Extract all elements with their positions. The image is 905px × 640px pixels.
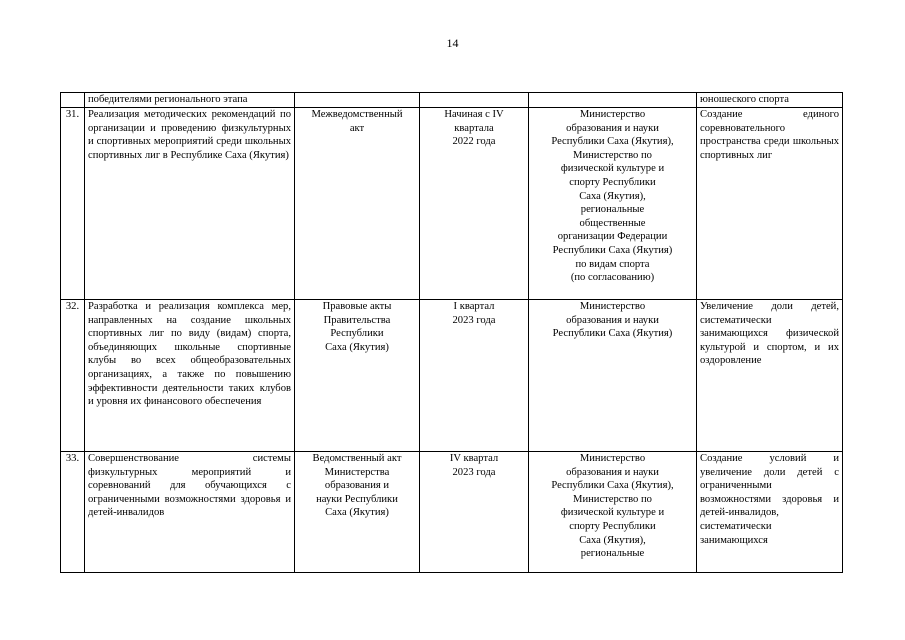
table-row (61, 108, 843, 300)
result-cell: Увеличение доли детей, систематически занимающихся физической культурой и спортом, и их оздоровление (697, 300, 843, 452)
term-cell: Начиная с IV квартала 2022 года (420, 108, 529, 300)
form-cell: Ведомственный акт Министерства образования и науки Республики Саха (Якутия) (295, 452, 420, 573)
result-cell: Создание единого соревновательного пространства среди школьных спортивных лиг (697, 108, 843, 300)
activity-cell: Разработка и реализация комплекса мер, направленных на создание школьных спортивных лиг по виду (видам) спорта, объединяющих школьные спортивные клубы во всех общеобразовательных организациях, а также по повышению эффективности деятельности таких клубов и уровня их финансового обеспечения (85, 300, 295, 452)
term-cell (420, 93, 529, 108)
executors-cell (529, 93, 697, 108)
form-cell (295, 93, 420, 108)
table-row (61, 300, 843, 452)
table-row (61, 452, 843, 573)
form-cell: Межведомственный акт (295, 108, 420, 300)
row-number (61, 93, 85, 108)
row-number: 31. (61, 108, 85, 300)
page-number: 14 (446, 36, 459, 50)
row-number: 33. (61, 452, 85, 573)
result-cell: Создание условий и увеличение доли детей с ограниченными возможностями здоровья и детей-инвалидов, систематически занимающихся (697, 452, 843, 573)
row-number: 32. (61, 300, 85, 452)
activity-cell: победителями регионального этапа (85, 93, 295, 108)
executors-cell: Министерство образования и науки Республики Саха (Якутия), Министерство по физической культуре и спорту Республики Саха (Якутия), региональные (529, 452, 697, 573)
term-cell: I квартал 2023 года (420, 300, 529, 452)
executors-cell: Министерство образования и науки Республики Саха (Якутия) (529, 300, 697, 452)
executors-cell: Министерство образования и науки Республики Саха (Якутия), Министерство по физической культуре и спорту Республики Саха (Якутия), региональные общественные организации Федерации Республики Саха (Якутия) по видам спорта (по согласованию) (529, 108, 697, 300)
result-cell: юношеского спорта (697, 93, 843, 108)
table-row (61, 93, 843, 108)
measures-table (60, 92, 843, 573)
activity-cell: Совершенствование системы физкультурных мероприятий и соревнований для обучающихся с ограниченными возможностями здоровья и детей-инвалидов (85, 452, 295, 573)
form-cell: Правовые акты Правительства Республики Саха (Якутия) (295, 300, 420, 452)
activity-cell: Реализация методических рекомендаций по организации и проведению физкультурных и спортивных мероприятий среди школьных спортивных лиг в Республике Саха (Якутия) (85, 108, 295, 300)
term-cell: IV квартал 2023 года (420, 452, 529, 573)
